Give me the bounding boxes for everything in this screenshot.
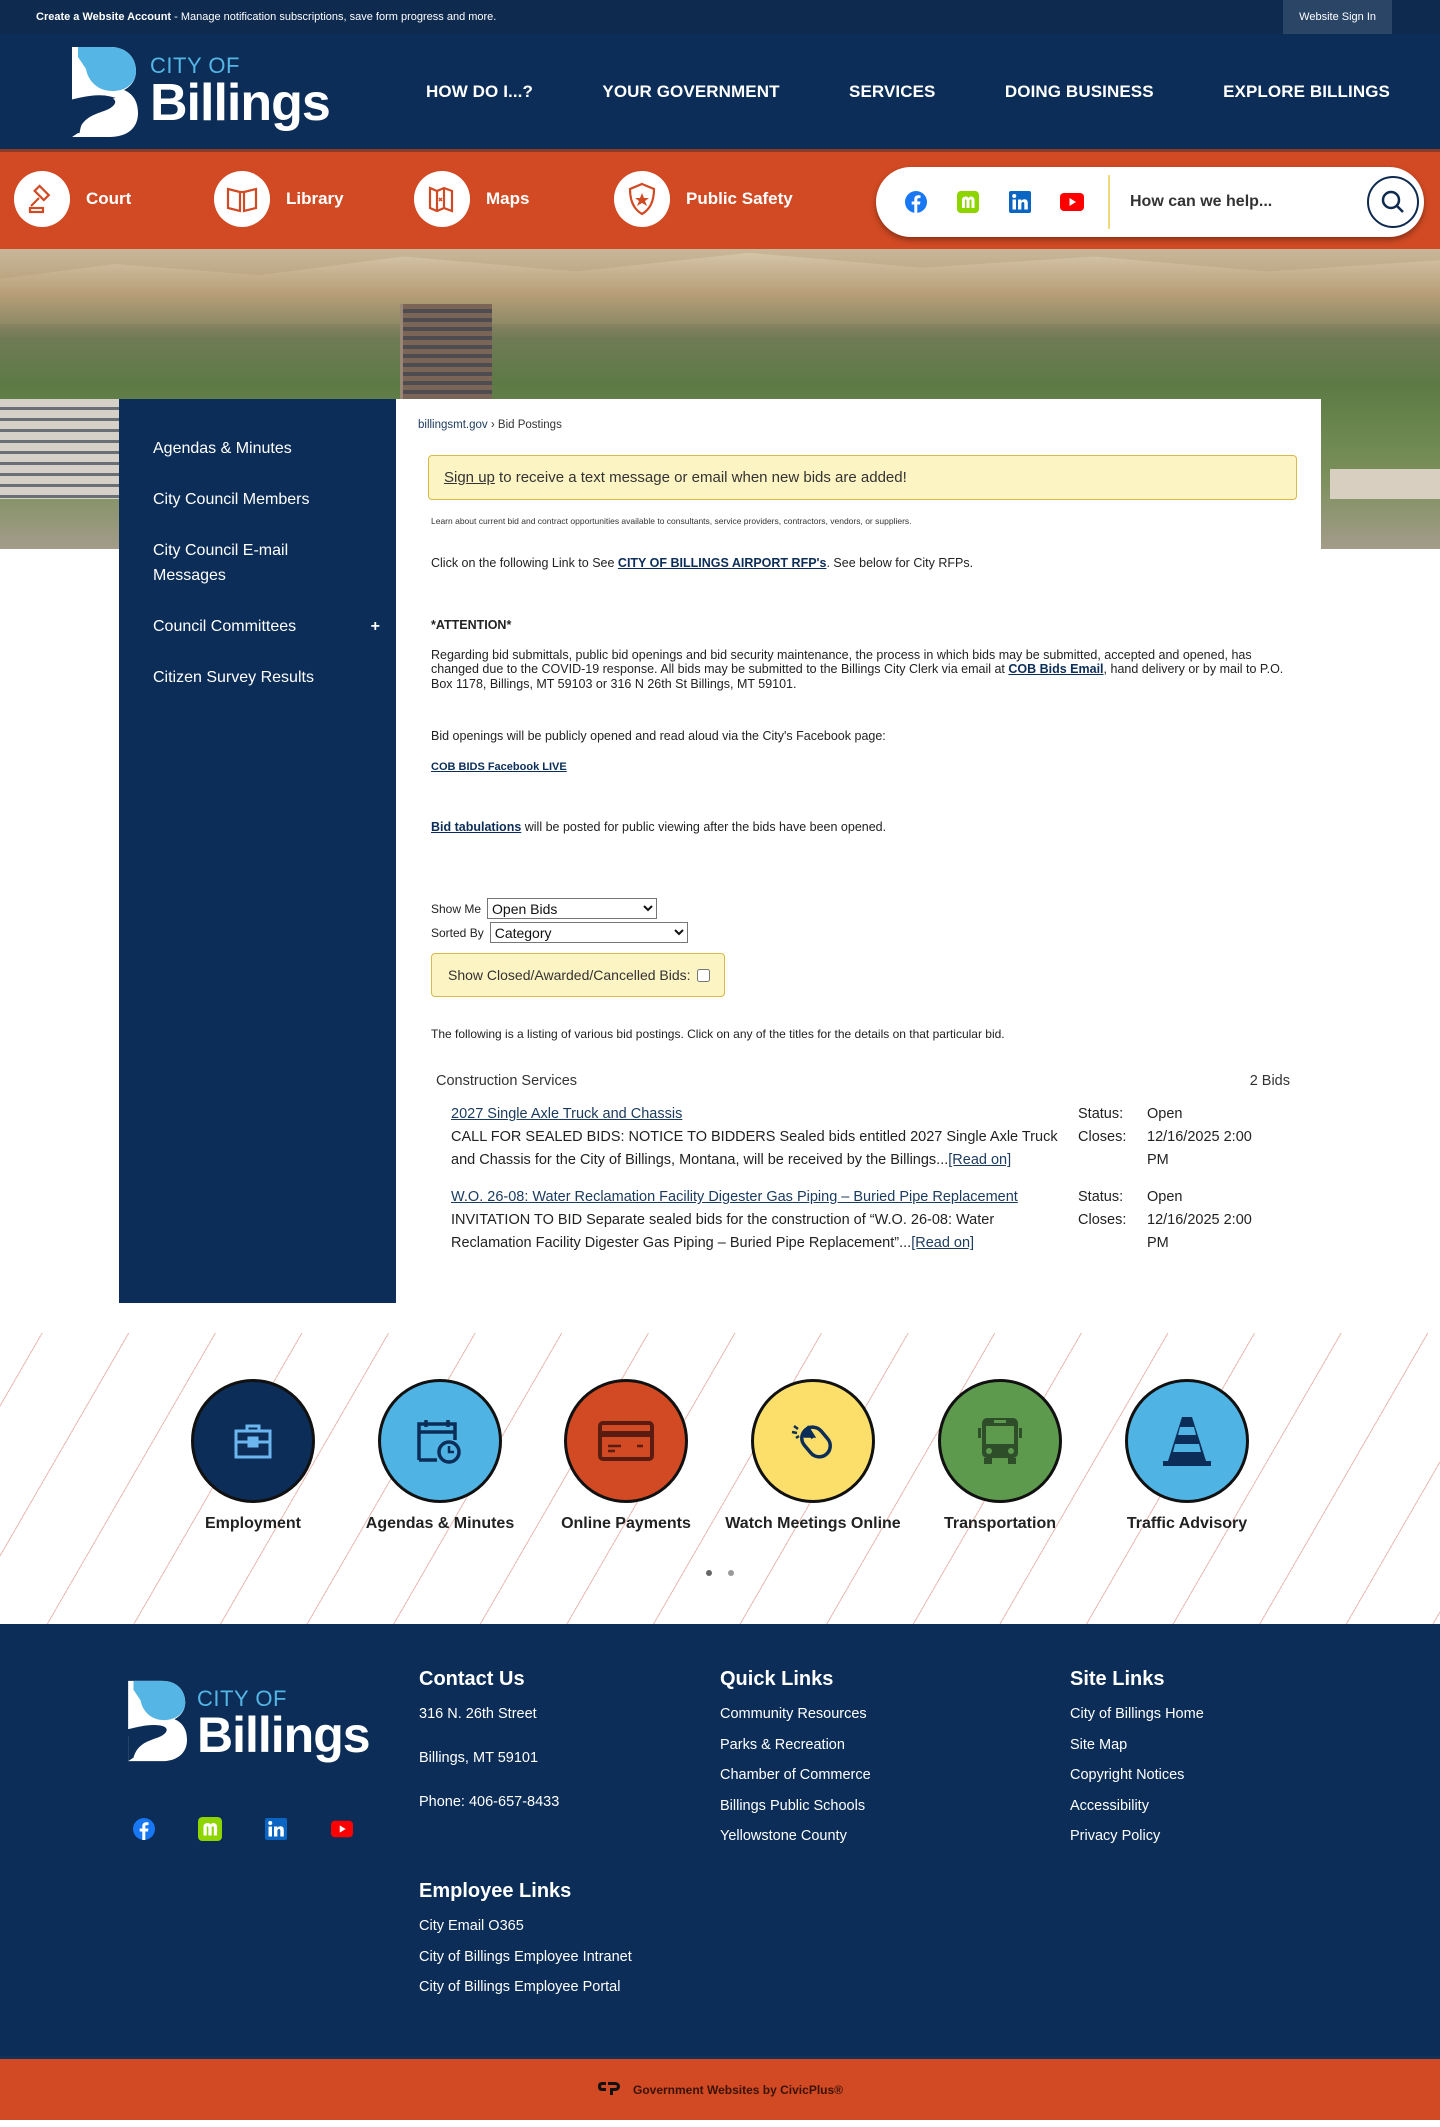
sorted-by-label: Sorted By xyxy=(431,925,484,940)
graphic-link-label: Traffic Advisory xyxy=(1126,1515,1248,1532)
bid-status-row xyxy=(1078,1103,1296,1126)
graphic-link-label: Agendas & Minutes xyxy=(365,1515,515,1532)
closes-label: Closes: xyxy=(1078,1212,1127,1229)
show-me-select[interactable] xyxy=(487,898,657,919)
content-area xyxy=(0,399,1440,1303)
show-closed-checkbox[interactable] xyxy=(697,969,710,982)
account-description: - Manage notification subscriptions, save form progress and more. xyxy=(171,11,497,23)
show-closed-label: Show Closed/Awarded/Cancelled Bids: xyxy=(448,967,691,984)
expand-plus-icon[interactable]: + xyxy=(370,618,380,635)
airport-rfp-text xyxy=(431,556,1297,570)
show-me-row xyxy=(431,898,1297,919)
bid-summary xyxy=(451,1103,1066,1172)
airport-post-text: . See below for City RFPs. xyxy=(826,556,974,570)
graphic-link-online-payments[interactable] xyxy=(536,1379,716,1533)
header-social-links xyxy=(904,190,1084,214)
billings-b-logo-icon xyxy=(121,1674,187,1773)
mouse-icon xyxy=(751,1379,875,1503)
status-label: Status: xyxy=(1078,1106,1124,1123)
bid-filters xyxy=(431,898,1297,997)
sidebar-item-citizen-survey-results[interactable] xyxy=(119,652,396,703)
quick-links-heading: Quick Links xyxy=(720,1668,834,1690)
main-nav xyxy=(400,34,1400,149)
bid-status-row xyxy=(1078,1186,1296,1209)
website-sign-in-button[interactable]: Website Sign In xyxy=(1283,0,1392,34)
bid-title-link[interactable]: 2027 Single Axle Truck and Chassis xyxy=(451,1106,683,1123)
status-value: Open xyxy=(1147,1189,1183,1206)
footer-link-home[interactable]: City of Billings Home xyxy=(1070,1706,1204,1722)
facebook-icon[interactable] xyxy=(904,190,928,214)
linkedin-icon[interactable] xyxy=(1008,190,1032,214)
contact-city: Billings, MT 59101 xyxy=(419,1750,539,1766)
bid-meta xyxy=(1066,1103,1296,1172)
bid-closes-row xyxy=(1078,1209,1296,1255)
quick-link-label: Court xyxy=(86,189,132,208)
nextdoor-icon[interactable] xyxy=(198,1817,222,1841)
facebook-icon[interactable] xyxy=(132,1817,156,1841)
read-on-link[interactable]: [Read on] xyxy=(948,1152,1012,1169)
sidebar-item-agendas-minutes[interactable] xyxy=(119,423,396,474)
quick-link-maps[interactable] xyxy=(414,171,529,227)
nextdoor-icon[interactable] xyxy=(956,190,980,214)
sidebar-item-label: City Council E-mail Messages xyxy=(153,542,289,584)
bid-closes-row xyxy=(1078,1126,1296,1172)
footer-logo[interactable] xyxy=(121,1674,370,1773)
show-me-label: Show Me xyxy=(431,901,482,916)
airport-rfp-link[interactable]: CITY OF BILLINGS AIRPORT RFP's xyxy=(617,556,827,570)
hero-hills xyxy=(0,249,1440,324)
employee-links-heading: Employee Links xyxy=(419,1880,572,1902)
sidebar-item-council-email-messages[interactable] xyxy=(119,525,396,601)
logo-billings: Billings xyxy=(197,1706,370,1763)
civicplus-logo-icon xyxy=(597,2080,621,2099)
main-content xyxy=(396,399,1321,1303)
quick-link-public-safety[interactable] xyxy=(614,171,793,227)
quick-link-label: Public Safety xyxy=(686,189,793,208)
account-banner xyxy=(36,11,496,23)
carousel-dot-1[interactable] xyxy=(706,1570,712,1576)
category-name: Construction Services xyxy=(436,1073,578,1090)
footer-social-links xyxy=(132,1817,354,1841)
footer-link-community-resources[interactable]: Community Resources xyxy=(720,1706,867,1722)
search-divider xyxy=(1108,175,1110,229)
contact-address: 316 N. 26th Street xyxy=(419,1706,537,1722)
graphic-link-watch-meetings-online[interactable] xyxy=(723,1379,903,1533)
bid-title-link[interactable]: W.O. 26-08: Water Reclamation Facility Digester Gas Piping – Buried Pipe Replacement xyxy=(451,1189,1018,1206)
sidebar-nav xyxy=(119,399,396,1303)
breadcrumb xyxy=(418,419,1297,431)
search-button[interactable] xyxy=(1367,176,1419,228)
quick-link-label: Library xyxy=(286,189,344,208)
police-badge-icon xyxy=(614,171,670,227)
nav-your-government[interactable]: YOUR GOVERNMENT xyxy=(602,81,780,101)
site-footer xyxy=(0,1624,1440,2056)
bid-tabulations-link[interactable]: Bid tabulations xyxy=(431,819,522,834)
footer-link-site-map[interactable]: Site Map xyxy=(1070,1736,1128,1753)
graphic-link-label: Online Payments xyxy=(561,1515,691,1532)
nav-explore-billings[interactable]: EXPLORE BILLINGS xyxy=(1223,81,1390,101)
bid-meta xyxy=(1066,1186,1296,1255)
cob-bids-email-link[interactable]: COB Bids Email xyxy=(1008,662,1104,677)
footer-link-city-email[interactable]: City Email O365 xyxy=(419,1918,524,1934)
footer-contact xyxy=(419,1668,559,1838)
sidebar-item-city-council-members[interactable] xyxy=(119,474,396,525)
logo-billings: Billings xyxy=(150,74,330,132)
facebook-live-row xyxy=(431,759,1297,774)
signup-alert xyxy=(428,455,1297,500)
logo-city-of: CITY OF xyxy=(197,1685,287,1711)
graphic-link-traffic-advisory[interactable] xyxy=(1097,1379,1277,1533)
graphic-link-label: Transportation xyxy=(943,1515,1056,1532)
graphic-link-transportation[interactable] xyxy=(910,1379,1090,1533)
footer-link-employee-intranet[interactable]: City of Billings Employee Intranet xyxy=(419,1948,632,1965)
closes-value: 12/16/2025 2:00 PM xyxy=(1147,1129,1252,1169)
bid-row xyxy=(451,1186,1297,1255)
covid-notice-text: Regarding bid submittals, public bid openings and bid security maintenance, the process in which bids may be submitted, accepted and opened, has changed due to the COVID-19 response. All bids may be submitted to the Billings City Clerk via email at xyxy=(431,647,1252,677)
show-closed-box xyxy=(431,953,725,997)
youtube-icon[interactable] xyxy=(330,1817,354,1841)
covid-notice-text-end: , hand delivery or by mail to P.O. Box 1178, Billings, MT 59103 or 316 N 26th St Billings, MT 59101. xyxy=(431,662,1284,691)
footer-link-employee-portal[interactable]: City of Billings Employee Portal xyxy=(419,1979,621,1995)
covid-notice xyxy=(431,648,1297,691)
sorted-by-select[interactable] xyxy=(490,922,688,943)
bid-summary xyxy=(451,1186,1066,1255)
logo-city-of: CITY OF xyxy=(150,53,240,78)
sidebar-item-council-committees[interactable] xyxy=(119,601,396,652)
site-header xyxy=(0,34,1440,149)
bid-description: INVITATION TO BID Separate sealed bids for the construction of “W.O. 26-08: Water Reclamation Facility Digester Gas Piping – Buried Pipe Replacement”... xyxy=(451,1212,995,1252)
sorted-by-row xyxy=(431,922,1297,943)
closes-label: Closes: xyxy=(1078,1129,1127,1146)
civicplus-link[interactable] xyxy=(597,2080,843,2099)
site-links-heading: Site Links xyxy=(1070,1668,1165,1690)
map-icon xyxy=(414,171,470,227)
facebook-notice: Bid openings will be publicly opened and read aloud via the City's Facebook page: xyxy=(431,728,886,743)
billings-b-logo-icon xyxy=(64,45,138,139)
search-bar xyxy=(876,167,1424,237)
breadcrumb-current: Bid Postings xyxy=(497,419,562,431)
sidebar-item-label: Council Committees xyxy=(153,618,297,635)
linkedin-icon[interactable] xyxy=(264,1817,288,1841)
footer-link-chamber-of-commerce[interactable]: Chamber of Commerce xyxy=(720,1767,871,1783)
category-header xyxy=(436,1073,1290,1089)
category-count: 2 Bids xyxy=(1249,1073,1290,1090)
site-search-input[interactable] xyxy=(1130,193,1360,211)
sign-up-link[interactable]: Sign up xyxy=(444,469,495,486)
bid-tabulations-post: will be posted for public viewing after the bids have been opened. xyxy=(521,819,887,834)
footer-link-parks-recreation[interactable]: Parks & Recreation xyxy=(720,1736,845,1753)
footer-logo-wordmark xyxy=(197,1685,370,1763)
footer-link-copyright-notices[interactable]: Copyright Notices xyxy=(1070,1767,1185,1783)
footer-employee-links xyxy=(419,1880,632,2010)
cob-bids-facebook-live-link[interactable]: COB BIDS Facebook LIVE xyxy=(431,761,567,774)
youtube-icon[interactable] xyxy=(1060,190,1084,214)
city-logo[interactable] xyxy=(64,42,330,142)
status-value: Open xyxy=(1147,1106,1183,1123)
airport-pre-text: Click on the following Link to See xyxy=(431,556,618,570)
nav-how-do-i[interactable]: HOW DO I...? xyxy=(426,81,533,101)
calendar-clock-icon xyxy=(378,1379,502,1503)
civicplus-bar xyxy=(0,2056,1440,2120)
footer-link-privacy-policy[interactable]: Privacy Policy xyxy=(1070,1828,1161,1844)
quick-links-bar xyxy=(0,149,1440,249)
footer-site-links xyxy=(1070,1668,1204,1859)
credit-card-icon xyxy=(564,1379,688,1503)
bid-tabulations-text xyxy=(431,820,1297,834)
nav-services[interactable]: SERVICES xyxy=(849,81,936,101)
alert-text: to receive a text message or email when new bids are added! xyxy=(494,469,907,486)
footer-quick-links xyxy=(720,1668,871,1859)
sidebar-item-label: Agendas & Minutes xyxy=(153,440,292,457)
logo-wordmark xyxy=(150,53,330,132)
breadcrumb-home-link[interactable]: billingsmt.gov xyxy=(418,419,488,431)
closes-value: 12/16/2025 2:00 PM xyxy=(1147,1212,1252,1252)
gavel-icon xyxy=(14,171,70,227)
briefcase-icon xyxy=(191,1379,315,1503)
intro-text: Learn about current bid and contract opportunities available to consultants, service providers, contractors, vendors, or suppliers. xyxy=(431,516,912,526)
bus-icon xyxy=(938,1379,1062,1503)
hero-tower xyxy=(400,304,492,414)
graphic-link-label: Employment xyxy=(204,1515,301,1532)
breadcrumb-separator: › xyxy=(487,419,498,431)
footer-link-yellowstone-county[interactable]: Yellowstone County xyxy=(720,1828,847,1844)
bid-row xyxy=(451,1103,1297,1172)
nav-doing-business[interactable]: DOING BUSINESS xyxy=(1004,81,1154,101)
sidebar-item-label: Citizen Survey Results xyxy=(153,669,314,686)
civicplus-credit: Government Websites by CivicPlus® xyxy=(632,2082,844,2097)
graphic-link-agendas-minutes[interactable] xyxy=(350,1379,530,1533)
carousel-dot-2[interactable] xyxy=(728,1570,734,1576)
footer-link-billings-public-schools[interactable]: Billings Public Schools xyxy=(720,1797,866,1814)
listing-intro: The following is a listing of various bid postings. Click on any of the titles for the details on that particular bid. xyxy=(431,1027,1005,1042)
status-label: Status: xyxy=(1078,1189,1124,1206)
carousel-dots xyxy=(706,1570,734,1576)
contact-phone: Phone: 406-657-8433 xyxy=(419,1794,560,1810)
attention-heading: *ATTENTION* xyxy=(431,618,512,633)
book-icon xyxy=(214,171,270,227)
top-bar xyxy=(0,0,1440,34)
footer-link-accessibility[interactable]: Accessibility xyxy=(1070,1797,1149,1814)
sidebar-item-label: City Council Members xyxy=(153,491,310,508)
graphic-link-employment[interactable] xyxy=(163,1379,343,1533)
read-on-link[interactable]: [Read on] xyxy=(911,1235,975,1252)
graphic-links-carousel xyxy=(0,1333,1440,1624)
contact-heading: Contact Us xyxy=(419,1668,525,1690)
traffic-cone-icon xyxy=(1125,1379,1249,1503)
quick-link-label: Maps xyxy=(486,189,530,208)
quick-link-court[interactable] xyxy=(14,171,131,227)
graphic-link-label: Watch Meetings Online xyxy=(725,1515,901,1532)
bid-description: CALL FOR SEALED BIDS: NOTICE TO BIDDERS Sealed bids entitled 2027 Single Axle Truck and Chassis for the City of Billings, Montana, will be received by the Billings... xyxy=(451,1129,1058,1169)
create-account-link[interactable]: Create a Website Account xyxy=(36,11,172,23)
quick-link-library[interactable] xyxy=(214,171,344,227)
magnifier-icon xyxy=(1380,189,1406,215)
